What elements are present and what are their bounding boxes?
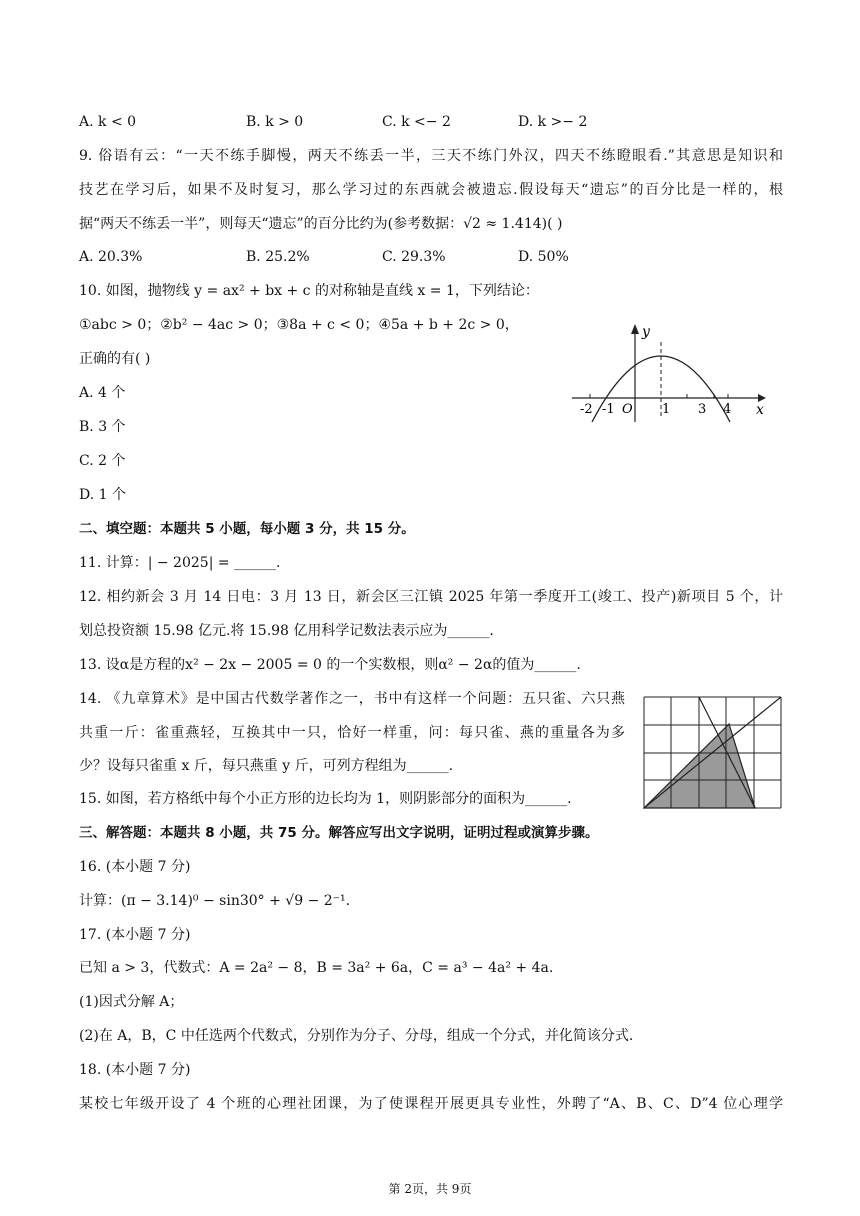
q9-option-a: A. 20.3%	[79, 249, 143, 265]
q11-text: 11. 计算：| − 2025| = ______.	[79, 555, 281, 571]
q17-part-2: (2)在 A，B，C 中任选两个代数式，分别作为分子、分母，组成一个分式，并化简该分式.	[79, 1028, 634, 1044]
q10-option-c: C. 2 个	[79, 453, 126, 469]
y-axis-arrow	[631, 324, 639, 334]
q10-line-2: ①abc > 0；②b² − 4ac > 0；③8a + c < 0；④5a + b + 2c > 0，	[79, 317, 519, 333]
q8-option-b: B. k > 0	[246, 114, 304, 130]
q8-option-c: C. k <− 2	[382, 114, 451, 130]
q13-text: 13. 设α是方程的x² − 2x − 2005 = 0 的一个实数根，则α² − 2α的值为______.	[79, 657, 581, 673]
tick-label-1: 1	[662, 402, 671, 417]
q12-line-2: 划总投资额 15.98 亿元.将 15.98 亿用科学记数法表示应为______.	[79, 623, 494, 639]
q10-option-b: B. 3 个	[79, 419, 126, 435]
q8-option-d: D. k >− 2	[518, 114, 588, 130]
q17-header: 17. (本小题 7 分)	[79, 927, 191, 943]
q15-text: 15. 如图，若方格纸中每个小正方形的边长均为 1，则阴影部分的面积为______.	[79, 791, 572, 807]
q18-body: 某校七年级开设了 4 个班的心理社团课，为了使课程开展更具专业性，外聘了“A、B、C、D”4 位心理学	[79, 1096, 783, 1112]
q14-line-3: 少？设每只雀重 x 斤，每只燕重 y 斤，可列方程组为______.	[79, 758, 454, 774]
tick-label-minus-2: -2	[580, 402, 593, 417]
q8-option-a: A. k < 0	[79, 114, 137, 130]
parabola-figure	[570, 318, 775, 430]
q18-header: 18. (本小题 7 分)	[79, 1062, 191, 1078]
x-axis-arrow	[758, 394, 766, 402]
page-footer: 第 2页，共 9页	[388, 1182, 472, 1196]
q17-body: 已知 a > 3，代数式：A = 2a² − 8，B = 3a² + 6a，C = a³ − 4a² + 4a.	[79, 960, 554, 976]
q17-part-1: (1)因式分解 A；	[79, 994, 184, 1010]
q9-line-3: 据“两天不练丢一半”，则每天“遗忘”的百分比约为(参考数据：√2 ≈ 1.414)( )	[79, 216, 563, 232]
q10-line-3: 正确的有( )	[79, 351, 151, 367]
section-2-title: 二、填空题：本题共 5 小题，每小题 3 分，共 15 分。	[79, 521, 415, 537]
q9-line-1: 9. 俗语有云：“一天不练手脚慢，两天不练丢一半，三天不练门外汉，四天不练瞪眼看.”其意思是知识和	[79, 148, 783, 164]
q14-line-2: 共重一斤：雀重燕轻，互换其中一只，恰好一样重，问：每只雀、燕的重量各为多	[79, 725, 625, 741]
y-axis-label: y	[642, 324, 650, 340]
q9-option-d: D. 50%	[518, 249, 569, 265]
q16-body: 计算：(π − 3.14)⁰ − sin30° + √9 − 2⁻¹.	[79, 893, 351, 909]
q10-option-a: A. 4 个	[79, 385, 126, 401]
q14-line-1: 14. 《九章算术》是中国古代数学著作之一，书中有这样一个问题：五只雀、六只燕	[79, 691, 625, 707]
section-3-title: 三、解答题：本题共 8 小题，共 75 分。解答应写出文字说明，证明过程或演算步骤。	[79, 825, 599, 841]
tick-label-4: 4	[723, 402, 732, 417]
origin-label: O	[622, 402, 633, 417]
tick-label-minus-1: -1	[602, 402, 615, 417]
x-axis-label: x	[756, 402, 764, 418]
q9-line-2: 技艺在学习后，如果不及时复习，那么学习过的东西就会被遗忘.假设每天“遗忘”的百分比是一样的，根	[79, 182, 783, 198]
q9-option-c: C. 29.3%	[382, 249, 446, 265]
q16-header: 16. (本小题 7 分)	[79, 859, 191, 875]
grid-figure	[641, 694, 783, 812]
q9-option-b: B. 25.2%	[246, 249, 310, 265]
q10-option-d: D. 1 个	[79, 487, 126, 503]
q10-line-1: 10. 如图，抛物线 y = ax² + bx + c 的对称轴是直线 x = 1，下列结论：	[79, 283, 539, 299]
tick-label-3: 3	[698, 402, 707, 417]
q12-line-1: 12. 相约新会 3 月 14 日电：3 月 13 日，新会区三江镇 2025 年第一季度开工(竣工、投产)新项目 5 个，计	[79, 589, 783, 605]
